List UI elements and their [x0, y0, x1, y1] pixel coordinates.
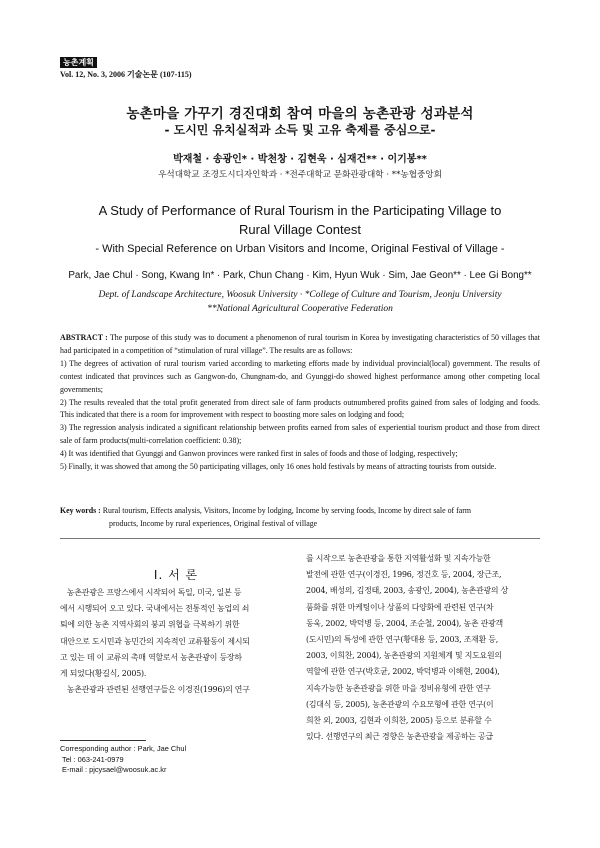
- abstract-label: ABSTRACT :: [60, 333, 108, 342]
- abstract-intro-text: The purpose of this study was to document a phenomenon of rural tourism in Korea by investigating characteristics of 50 villages that had participated in a competition of “stimulation of rural village”. The results are as follows:: [60, 333, 540, 355]
- keywords-line1: Rural tourism, Effects analysis, Visitors, Income by lodging, Income by serving foods, Income by direct sale of farm: [102, 506, 472, 515]
- abstract-intro: [60, 332, 540, 358]
- body-line: 를 시작으로 농촌관광을 통한 지역활성화 및 지속가능한: [306, 554, 491, 563]
- english-authors: Park, Jae Chul · Song, Kwang In* · Park, Chun Chang · Kim, Hyun Wuk · Sim, Jae Geon** · Lee Gi Bong**: [68, 270, 532, 281]
- body-line: 게 되었다(황길식, 2005).: [60, 669, 147, 679]
- body-line: 농촌관광은 프랑스에서 시작되어 독일, 미국, 일본 등: [60, 588, 242, 597]
- abstract-item-2: 2) The results revealed that the total profit generated from direct sale of farm products outnumbered profits gained from sales of lodging and foods. This indicated that there is a room for improvement with respect to boosting more sales on lodging and food;: [60, 397, 540, 420]
- body-line: 에서 시행되어 오고 있다. 국내에서는 전통적인 농업의 쇠: [60, 604, 250, 614]
- keywords: [60, 505, 540, 530]
- body-line: 대안으로 도시민과 농민간의 지속적인 교류활동이 제시되: [60, 636, 250, 646]
- body-line: 역할에 관한 연구(박호균, 2002, 박덕병과 이해현, 2004),: [306, 667, 500, 677]
- keywords-label: Key words :: [60, 506, 101, 515]
- korean-authors: 박재철 · 송광인* · 박천창 · 김현욱 · 심재건** · 이기봉**: [173, 154, 427, 165]
- footnote-author: Corresponding author : Park, Jae Chul: [60, 744, 187, 753]
- abstract-item-5: 5) Finally, it was showed that among the 50 participating villages, only 16 ones hold festivals by means of attracting tourists from outside.: [60, 462, 497, 472]
- journal-badge: 농촌계획: [60, 57, 97, 68]
- english-title-line2: Rural Village Contest: [239, 222, 361, 237]
- abstract-item-3: 3) The regression analysis indicated a significant relationship between profits earned from sales of experiential tourism product and those from direct sale of farm products(multi-correlation coefficient: 0.38);: [60, 423, 540, 446]
- divider: [60, 538, 540, 539]
- body-line: 퇴에 의한 농촌 지역사회의 붕괴 위협을 극복하기 위한: [60, 620, 240, 630]
- english-title-line1: A Study of Performance of Rural Tourism in the Participating Village to: [98, 203, 502, 218]
- body-line: 지속가능한 농촌관광을 위한 마을 정비유형에 관한 연구: [306, 683, 491, 693]
- body-line: 있다. 선행연구의 최근 경향은 농촌관광을 제공하는 공급: [306, 732, 493, 742]
- body-left-column: [60, 585, 292, 698]
- english-affiliation-2: **National Agricultural Cooperative Federation: [207, 304, 393, 314]
- body-line: 희찬 외, 2003, 김현과 이희찬, 2005) 등으로 분류할 수: [306, 716, 492, 726]
- body-line: 농촌관광과 관련된 선행연구들은 이경진(1996)의 연구: [60, 685, 250, 695]
- body-line: (김대식 등, 2005), 농촌관광의 수요모형에 관한 연구(이: [306, 699, 494, 709]
- body-line: 2004, 배성의, 김정태, 2003, 송광인, 2004), 농촌관광의 상: [306, 586, 509, 596]
- abstract-item-1: 1) The degrees of activation of rural tourism varied according to marketing efforts made by individual provincial(local) government. The results of contest indicated that provinces such as Gangwon-do, Chungnam-do, and Gyunggi-do showed highest performance among other competing local governments;: [60, 358, 540, 394]
- body-line: (도시민)의 특성에 관한 연구(황대용 등, 2003, 조재환 등,: [306, 635, 499, 645]
- body-line: 동욱, 2002, 박덕병 등, 2004, 조순철, 2004), 농촌 관광객: [306, 618, 503, 628]
- body-line: 품화를 위한 마케팅이나 상품의 다양화에 관련된 연구(차: [306, 602, 494, 612]
- section-heading-introduction: I. 서 론: [153, 568, 199, 582]
- body-right-column: [306, 551, 540, 745]
- english-affiliation-1: Dept. of Landscape Architecture, Woosuk University · *College of Culture and Tourism, Jeonju University: [98, 290, 502, 300]
- abstract: [60, 332, 540, 474]
- korean-title: 농촌마을 가꾸기 경진대회 참여 마을의 농촌관광 성과분석: [126, 106, 474, 122]
- body-line: 고 있는 데 이 교류의 촉매 역할로서 농촌관광이 등장하: [60, 652, 242, 662]
- body-line: 2003, 이희찬, 2004), 농촌관광의 지원체계 및 지도요원의: [306, 651, 502, 661]
- journal-citation: Vol. 12, No. 3, 2006 기술논문 (107-115): [60, 70, 192, 79]
- footnote: [60, 744, 186, 776]
- footnote-email: E-mail : pjcysael@woosuk.ac.kr: [62, 765, 167, 774]
- abstract-item-4: 4) It was identified that Gyunggi and Ganwon provinces were ranked first in sales of foods and those of lodging, respectively;: [60, 449, 458, 459]
- footnote-tel: Tel : 063-241-0979: [62, 754, 124, 764]
- english-subtitle: - With Special Reference on Urban Visitors and Income, Original Festival of Village -: [95, 243, 505, 255]
- body-line: 발전에 관한 연구(이경진, 1996, 정건호 등, 2004, 장근조,: [306, 570, 502, 580]
- footnote-divider: [60, 740, 146, 741]
- korean-subtitle: - 도시민 유치실적과 소득 및 고유 축제를 중심으로-: [164, 123, 436, 137]
- korean-affiliation: 우석대학교 조경도시디자인학과 · *전주대학교 문화관광대학 · **농협중앙회: [158, 170, 442, 180]
- keywords-line2: products, Income by rural experiences, Original festival of village: [109, 518, 318, 528]
